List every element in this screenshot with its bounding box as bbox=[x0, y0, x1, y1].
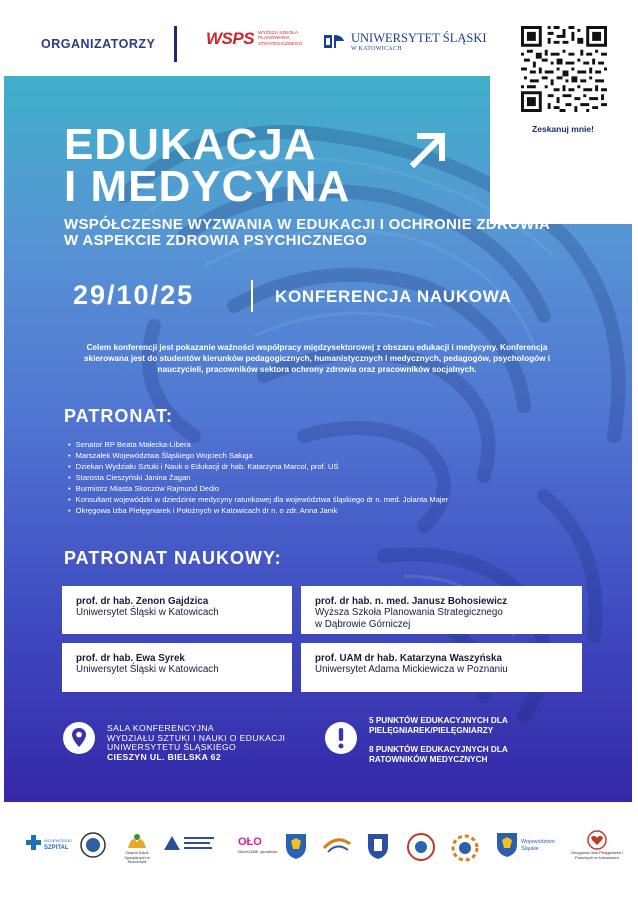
points-rescuers: 8 PUNKTÓW EDUKACYJNYCH DLA RATOWNIKÓW MEDYCZNYCH bbox=[369, 745, 508, 764]
location-pin-icon bbox=[62, 721, 96, 755]
list-item: • Konsultant wojewódzki w dziedzinie medycyny ratunkowej dla województwa śląskiego dr n. med. Jolanta Majer bbox=[68, 494, 448, 505]
zespol-szkol-logo bbox=[118, 832, 156, 865]
wojewodztwo-logo bbox=[496, 832, 555, 858]
coat-of-arms-logo bbox=[284, 832, 308, 860]
wojewodztwo-line-2: Śląskie bbox=[521, 845, 539, 852]
scientific-heading: PATRONAT NAUKOWY: bbox=[64, 548, 282, 568]
title-line-2: I MEDYCYNA bbox=[64, 162, 351, 211]
venue-line: UNIWERSYTETU ŚLĄSKIEGO bbox=[107, 742, 237, 752]
event-title bbox=[64, 120, 351, 211]
sponsor-logos bbox=[0, 818, 638, 900]
patron-name: prof. dr hab. n. med. Janusz Bohosiewicz bbox=[315, 596, 508, 607]
list-item: • Starosta Cieszyński Janina Żagan bbox=[68, 472, 448, 483]
coat-of-arms-icon bbox=[284, 832, 308, 860]
olo-caption-b: NAUKOWE opowieści bbox=[238, 849, 278, 854]
organizers-label: ORGANIZATORZY bbox=[41, 37, 156, 51]
event-type: KONFERENCJA NAUKOWA bbox=[275, 287, 512, 306]
wsps-logo bbox=[206, 29, 306, 49]
arrow-up-right-icon bbox=[408, 130, 448, 170]
gear-badge-logo bbox=[446, 832, 484, 864]
university-city: W KATOWICACH bbox=[351, 46, 402, 52]
round-seal-logo bbox=[80, 832, 106, 858]
badge-icon bbox=[406, 832, 436, 862]
event-intro: Celem konferencji jest pokazanie ważności współpracy międzysektorowej z obszaru edukacji i medycyny. Konferencja skierowana jest do studentów kierunków pedagogicznych, humanistycznych i medycznych, pedagogów, psychologów i nauczycieli, pracowników sektora ochrony zdrowia oraz pracowników socjalnych. bbox=[83, 343, 550, 374]
qr-panel bbox=[490, 0, 636, 224]
date-separator bbox=[251, 280, 253, 312]
patron-card bbox=[62, 643, 292, 692]
szpital-caption-a: WOJEWÓDZKI bbox=[44, 838, 72, 843]
wsps-subtitle: WYŻSZA SZKOŁA PLANOWANIA STRATEGICZNEGO bbox=[258, 30, 303, 47]
izba-caption: Okręgowa Izba Pielęgniarek i Położnych w Katowicach bbox=[570, 850, 624, 860]
patron-card bbox=[62, 586, 292, 634]
education-points bbox=[369, 716, 559, 774]
venue-street: CIESZYN UL. BIELSKA 62 bbox=[107, 751, 222, 762]
poster bbox=[4, 76, 632, 802]
patronage-list bbox=[68, 439, 448, 516]
patron-institution: Uniwersytet Śląski w Katowicach bbox=[76, 664, 219, 675]
patron-institution: Wyższa Szkoła Planowania Strategicznego bbox=[315, 607, 503, 618]
szpital-logo bbox=[22, 832, 72, 856]
qr-code-icon[interactable] bbox=[521, 26, 607, 112]
wojewodztwo-line-1: Województwo bbox=[521, 838, 555, 845]
city-arms-icon bbox=[366, 832, 390, 860]
swoosh-icon bbox=[320, 832, 354, 858]
university-name: UNIWERSYTET ŚLĄSKI bbox=[351, 31, 487, 45]
title-line-1: EDUKACJA bbox=[64, 120, 317, 169]
eagle-icon bbox=[496, 832, 518, 858]
list-item: • Burmistrz Miasta Skoczów Rajmund Dedio bbox=[68, 483, 448, 494]
points-nurses: 5 PUNKTÓW EDUKACYJNYCH DLA PIELĘGNIAREK/PIELĘGNIARZY bbox=[369, 716, 508, 735]
exclamation-icon bbox=[324, 721, 358, 755]
patron-institution: Uniwersytet Śląski w Katowicach bbox=[76, 607, 219, 618]
venue-line: SALA KONFERENCYJNA bbox=[107, 723, 215, 733]
gear-icon bbox=[446, 832, 484, 864]
venue-line: WYDZIAŁU SZTUKI I NAUKI O EDUKACJI bbox=[107, 732, 286, 743]
patron-institution: Uniwersytet Adama Mickiewicza w Poznaniu bbox=[315, 664, 508, 675]
emblem-logo bbox=[320, 832, 354, 858]
building-icon bbox=[162, 832, 218, 854]
university-emblem-icon bbox=[322, 32, 346, 52]
list-item: • Okręgowa Izba Pielęgniarek i Położnych w Katowicach dr n. o zdr. Anna Janik bbox=[68, 505, 448, 516]
patron-name: prof. dr hab. Ewa Syrek bbox=[76, 653, 185, 664]
patronage-heading: PATRONAT: bbox=[64, 406, 173, 426]
wojewodztwo-caption bbox=[521, 839, 555, 853]
patron-card bbox=[301, 586, 582, 634]
school-icon bbox=[124, 832, 150, 850]
list-item: • Senator RP Beata Małecka-Libera bbox=[68, 439, 448, 450]
seal-icon bbox=[80, 832, 106, 858]
header-divider bbox=[174, 26, 177, 62]
list-item: • Dziekan Wydziału Sztuki i Nauk o Edukacji dr hab. Katarzyna Marcol, prof. UŚ bbox=[68, 461, 448, 472]
city-arms-logo bbox=[366, 832, 390, 860]
olo-caption-a: OŁO bbox=[238, 836, 262, 848]
zespol-caption: Zespół Szkół Specjalnych w Skoczowie bbox=[124, 850, 150, 864]
patron-name: prof. UAM dr hab. Katarzyna Waszyńska bbox=[315, 653, 502, 664]
event-date: 29/10/25 bbox=[73, 280, 195, 310]
heart-icon bbox=[586, 830, 608, 850]
venue-address bbox=[107, 724, 285, 762]
medical-cross-icon bbox=[22, 832, 72, 856]
event-subtitle: WSPÓŁCZESNE WYZWANIA W EDUKACJI I OCHRONIE ZDROWIA W ASPEKCIE ZDROWIA PSYCHICZNEGO bbox=[64, 216, 550, 249]
institution-logo bbox=[162, 832, 218, 854]
uniwersytet-slaski-logo bbox=[322, 32, 487, 53]
wsps-mark: WSPS bbox=[206, 29, 255, 48]
izba-pielegniarek-logo bbox=[570, 830, 624, 860]
patron-card bbox=[301, 643, 582, 692]
list-item: • Marszałek Województwa Śląskiego Wojciech Saługa bbox=[68, 450, 448, 461]
szpital-caption-b: SZPITAL bbox=[44, 845, 69, 851]
olo-logo bbox=[236, 832, 278, 858]
patron-name: prof. dr hab. Zenon Gajdzica bbox=[76, 596, 209, 607]
olo-mark-icon bbox=[236, 832, 278, 858]
qr-label: Zeskanuj mnie! bbox=[532, 124, 594, 134]
round-badge-logo bbox=[406, 832, 436, 862]
patron-institution-city: w Dąbrowie Górniczej bbox=[315, 618, 411, 630]
